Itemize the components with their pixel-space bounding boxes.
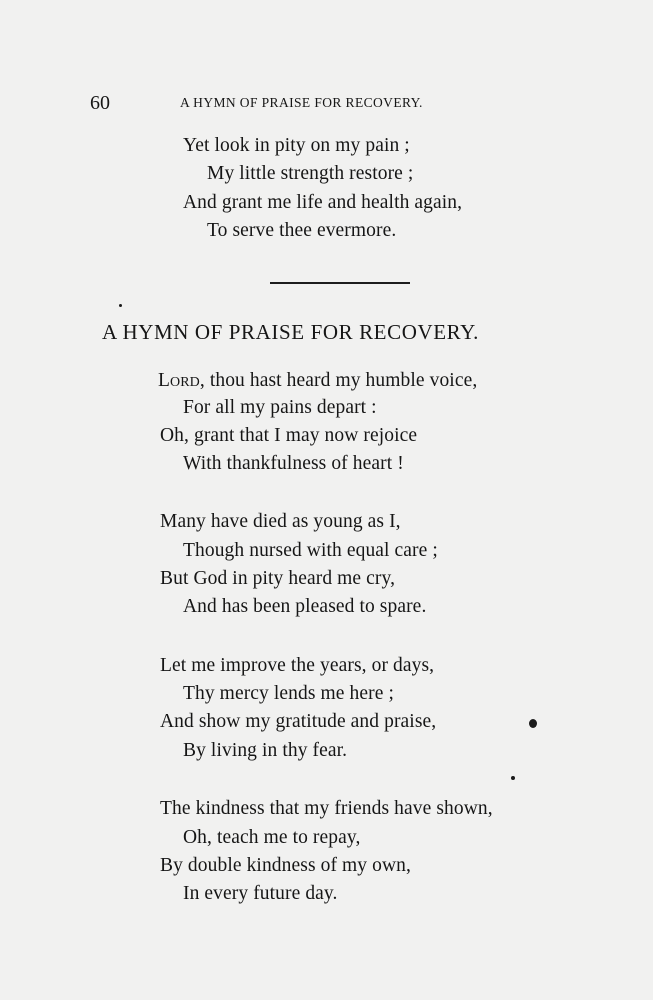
ink-speck-mark (119, 304, 122, 307)
hymn-line: For all my pains depart : (183, 397, 377, 418)
hymn-line: By living in thy fear. (183, 740, 348, 761)
previous-stanza-line: My little strength restore ; (207, 163, 414, 184)
hymn-line: Though nursed with equal care ; (183, 540, 438, 561)
hymn-line: But God in pity heard me cry, (160, 568, 396, 589)
previous-stanza-line: To serve thee evermore. (207, 220, 397, 241)
hymn-line: And show my gratitude and praise, (160, 711, 437, 732)
hymn-line: The kindness that my friends have shown, (160, 798, 493, 819)
hymn-first-line-rest: thou hast heard my humble voice, (204, 370, 478, 391)
hymn-first-word: Lord, (158, 370, 205, 391)
hymn-line: Let me improve the years, or days, (160, 655, 435, 676)
ink-blot-mark (529, 719, 537, 728)
hymn-line: Many have died as young as I, (160, 511, 401, 532)
hymn-first-line (158, 369, 477, 393)
section-divider-rule (270, 282, 410, 284)
hymn-line: In every future day. (183, 883, 338, 904)
hymn-line: Thy mercy lends me here ; (183, 683, 394, 704)
previous-stanza-line: And grant me life and health again, (183, 192, 463, 213)
hymn-line: Oh, grant that I may now rejoice (160, 425, 418, 446)
hymn-line: By double kindness of my own, (160, 855, 411, 876)
hymn-line: And has been pleased to spare. (183, 596, 427, 617)
previous-stanza-line: Yet look in pity on my pain ; (183, 135, 410, 156)
hymn-line: With thankfulness of heart ! (183, 453, 404, 474)
hymn-line: Oh, teach me to repay, (183, 827, 361, 848)
running-head: A HYMN OF PRAISE FOR RECOVERY. (180, 95, 423, 110)
hymn-title: A HYMN OF PRAISE FOR RECOVERY. (102, 320, 480, 344)
page-number: 60 (90, 92, 110, 114)
ink-speck-mark (511, 776, 515, 780)
